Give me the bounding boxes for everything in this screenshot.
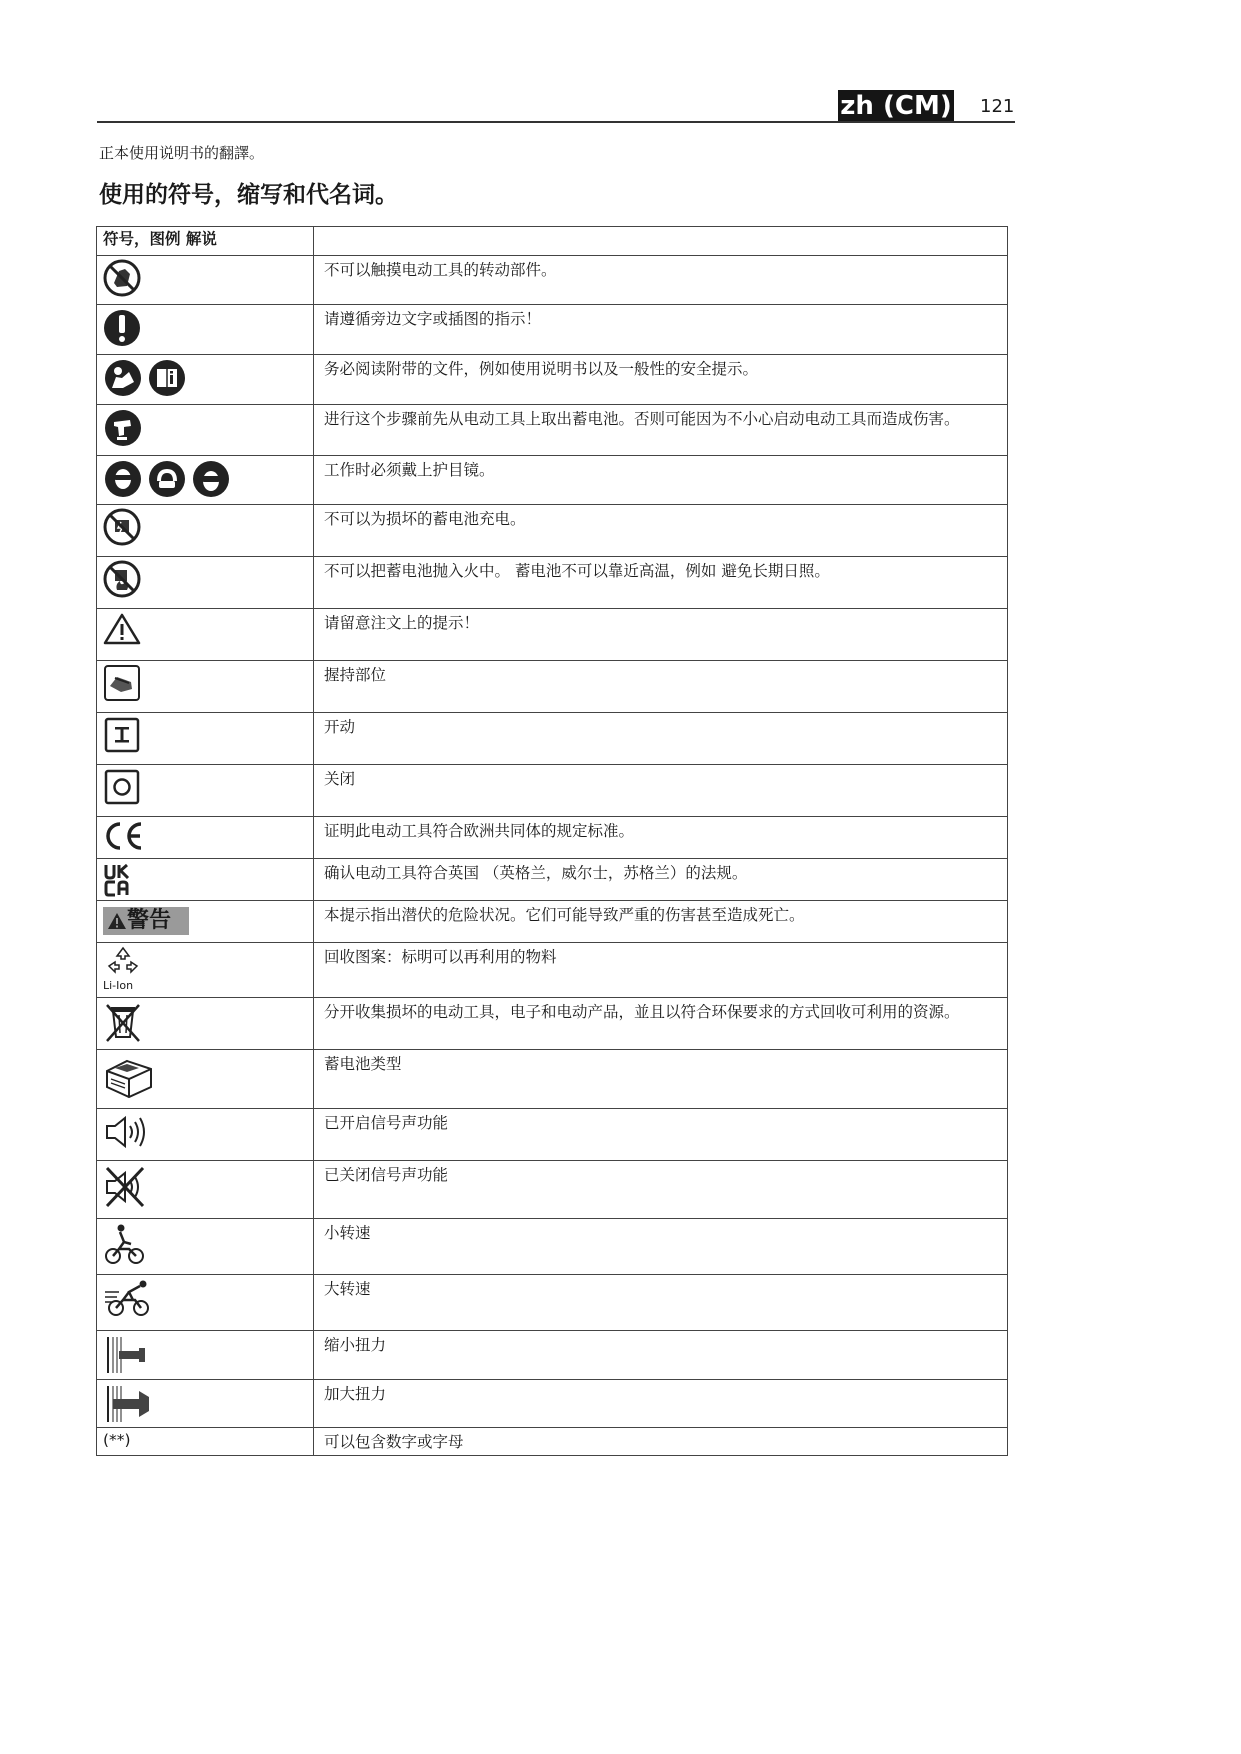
symbol-cell — [97, 456, 314, 505]
symbol-column-header: 符号，图例 解说 — [97, 227, 314, 256]
battery-pack-icon — [103, 1053, 155, 1101]
warning-triangle-icon — [107, 912, 127, 930]
page-number: 121 — [980, 96, 1015, 117]
description-cell: 请留意注文上的提示！ — [314, 609, 1008, 661]
switch-off-icon — [103, 768, 141, 806]
table-row — [97, 1428, 1008, 1456]
symbol-cell — [97, 609, 314, 661]
table-row — [97, 1219, 1008, 1275]
description-cell: 握持部位 — [314, 661, 1008, 713]
description-cell: 确认电动工具符合英国 （英格兰，威尔士，苏格兰）的法规。 — [314, 859, 1008, 901]
crossed-bin-icon — [103, 1001, 143, 1043]
symbol-cell — [97, 1331, 314, 1380]
table-row — [97, 1380, 1008, 1428]
ukca-mark-icon — [103, 862, 137, 898]
table-row — [97, 859, 1008, 901]
no-fire-battery-icon — [103, 560, 141, 598]
symbol-cell — [97, 1161, 314, 1219]
large-torque-screw-icon — [103, 1383, 153, 1425]
symbol-cell — [97, 1380, 314, 1428]
safety-goggles-icon — [191, 459, 231, 499]
remove-battery-icon — [103, 408, 143, 448]
table-row — [97, 713, 1008, 765]
table-row — [97, 609, 1008, 661]
description-cell: 已开启信号声功能 — [314, 1109, 1008, 1161]
symbol-cell — [97, 765, 314, 817]
read-manual-icon — [103, 358, 143, 398]
table-row — [97, 505, 1008, 557]
table-row — [97, 557, 1008, 609]
header-rule — [97, 121, 1015, 123]
description-cell: 可以包含数字或字母 — [314, 1428, 1008, 1456]
description-cell: 不可以为损坏的蓄电池充电。 — [314, 505, 1008, 557]
table-row — [97, 305, 1008, 355]
table-row — [97, 1161, 1008, 1219]
description-cell: 请遵循旁边文字或插图的指示！ — [314, 305, 1008, 355]
description-column-header — [314, 227, 1008, 256]
switch-on-icon — [103, 716, 141, 754]
description-cell: 关闭 — [314, 765, 1008, 817]
symbol-cell — [97, 859, 314, 901]
section-title: 使用的符号，缩写和代名词。 — [99, 182, 398, 208]
table-row — [97, 1275, 1008, 1331]
symbol-cell — [97, 901, 314, 943]
description-cell: 证明此电动工具符合欧洲共同体的规定标准。 — [314, 817, 1008, 859]
symbol-cell — [97, 943, 314, 998]
ear-protection-icon — [147, 459, 187, 499]
symbol-cell — [97, 1109, 314, 1161]
symbol-cell: (**) — [97, 1428, 314, 1456]
description-cell: 进行这个步骤前先从电动工具上取出蓄电池。否则可能因为不小心启动电动工具而造成伤害。 — [314, 405, 1008, 456]
table-row — [97, 256, 1008, 305]
symbol-cell — [97, 405, 314, 456]
table-row — [97, 456, 1008, 505]
description-cell: 蓄电池类型 — [314, 1050, 1008, 1109]
symbol-cell — [97, 1219, 314, 1275]
symbol-cell — [97, 661, 314, 713]
description-cell: 务必阅读附带的文件，例如使用说明书以及一般性的安全提示。 — [314, 355, 1008, 405]
symbol-cell — [97, 713, 314, 765]
description-cell: 本提示指出潜伏的危险状况。它们可能导致严重的伤害甚至造成死亡。 — [314, 901, 1008, 943]
symbol-cell — [97, 256, 314, 305]
symbol-cell — [97, 557, 314, 609]
low-speed-cyclist-icon — [103, 1222, 147, 1266]
no-charge-damaged-battery-icon — [103, 508, 141, 546]
warning-label-text: 警告 — [127, 908, 172, 933]
table-row — [97, 355, 1008, 405]
symbol-cell — [97, 998, 314, 1050]
table-row — [97, 661, 1008, 713]
description-cell: 回收图案：标明可以再利用的物料 — [314, 943, 1008, 998]
table-row — [97, 1109, 1008, 1161]
exclamation-icon — [103, 308, 141, 348]
symbol-cell — [97, 1050, 314, 1109]
symbol-cell — [97, 355, 314, 405]
description-cell: 不可以把蓄电池抛入火中。 蓄电池不可以靠近高温，例如 避免长期日照。 — [314, 557, 1008, 609]
table-row — [97, 405, 1008, 456]
high-speed-cyclist-icon — [103, 1278, 155, 1318]
li-ion-recycling-icon — [103, 946, 143, 980]
description-cell: 已关闭信号声功能 — [314, 1161, 1008, 1219]
sound-off-icon — [103, 1164, 149, 1210]
description-cell: 小转速 — [314, 1219, 1008, 1275]
no-touch-rotating-parts-icon — [103, 259, 141, 297]
table-row — [97, 765, 1008, 817]
description-cell: 分开收集损坏的电动工具，电子和电动产品，並且以符合环保要求的方式回收可利用的资源。 — [314, 998, 1008, 1050]
warning-label-icon — [103, 907, 189, 935]
symbol-cell — [97, 1275, 314, 1331]
table-row — [97, 943, 1008, 998]
table-row — [97, 817, 1008, 859]
ce-mark-icon — [103, 820, 145, 852]
warning-triangle-icon — [103, 612, 141, 646]
sound-on-icon — [103, 1112, 149, 1152]
information-book-icon — [147, 358, 187, 398]
description-cell: 缩小扭力 — [314, 1331, 1008, 1380]
table-header-row — [97, 227, 1008, 256]
description-cell: 大转速 — [314, 1275, 1008, 1331]
face-shield-icon — [103, 459, 143, 499]
description-cell: 不可以触摸电动工具的转动部件。 — [314, 256, 1008, 305]
symbols-table — [96, 226, 1008, 1456]
table-row — [97, 1331, 1008, 1380]
symbol-cell — [97, 305, 314, 355]
language-badge: zh (CM) — [838, 90, 954, 122]
small-torque-screw-icon — [103, 1334, 149, 1376]
translation-note: 正本使用说明书的翻譯。 — [99, 144, 265, 162]
recycle-label: Li-Ion — [103, 979, 134, 992]
table-row — [97, 998, 1008, 1050]
grip-area-icon — [103, 664, 141, 702]
description-cell: 开动 — [314, 713, 1008, 765]
description-cell: 工作时必须戴上护目镜。 — [314, 456, 1008, 505]
description-cell: 加大扭力 — [314, 1380, 1008, 1428]
table-row — [97, 1050, 1008, 1109]
symbol-cell — [97, 505, 314, 557]
symbol-cell — [97, 817, 314, 859]
table-row — [97, 901, 1008, 943]
